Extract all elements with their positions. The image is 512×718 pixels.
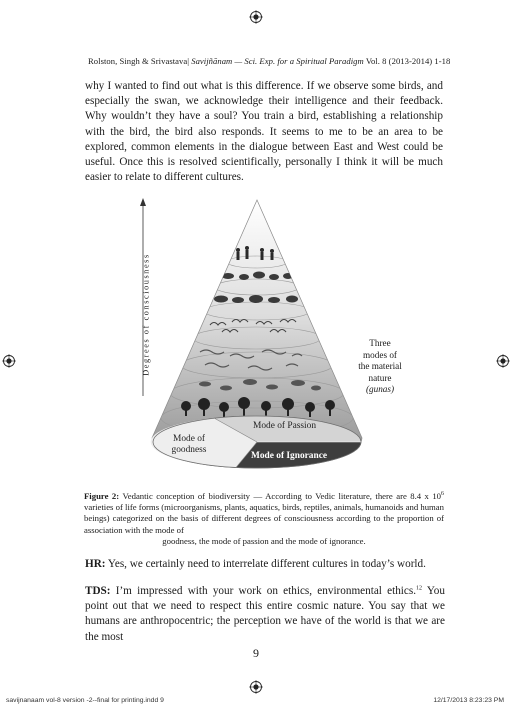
mode-goodness-line2: goodness [171,445,207,455]
header-volume: Vol. 8 (2013-2014) 1-18 [365,56,451,66]
mode-passion-label: Mode of Passion [253,421,317,431]
axis-label-consciousness: Degrees of consciousness [141,253,151,376]
gunas-label [340,338,420,396]
footnote-ref: 12 [416,585,423,592]
tds-text-b: You point out that we need to respect this entire cosmic nature. You say that we humans are anthropocentric; the perception we have of the world is that we are the most [85,585,445,643]
header-authors: Rolston, Singh & Srivastava [88,56,188,66]
mode-ignorance-label: Mode of Ignorance [251,451,328,461]
figure-caption [84,491,444,547]
page-number: 9 [253,646,259,660]
gunas-label-italic: (gunas) [365,384,395,394]
caption-text-b: varieties of life forms (microorganisms, plants, aquatics, birds, reptiles, animals, humanoids and human beings) categorized on the basis of different degrees of consciousness according to the proportion of association with the mode of [84,502,444,535]
print-slug-timestamp: 12/17/2013 8:23:23 PM [433,697,504,704]
speaker-tds: TDS: [85,585,111,597]
header-journal: Savijñānam — Sci. Exp. for a Spiritual Paradigm [191,56,364,66]
caption-last-line: goodness, the mode of passion and the mode of ignorance. [162,535,366,546]
body-paragraph: why I wanted to find out what is this difference. If we observe some birds, and especially the swan, we acknowledge their intelligence and their feedback. Why wouldn’t they have a soul? You train a bird, establishing a relationship with the bird, the bird also responds. It seems to me to be an area to be explored, common elements in the dialogue between East and West could be useful. Once this is resolved scientifically, personally I think it will be much easier to relate to different cultures. [85,80,443,184]
gunas-label-line2: modes of [363,349,397,360]
print-slug-filename: savijnanaam vol-8 version -2--final for printing.indd 9 [6,697,164,704]
caption-text-a: Vedantic conception of biodiversity — According to Vedic literature, there are 8.4 x 10 [122,491,442,501]
caption-exponent: 6 [441,491,445,498]
mode-goodness-line1: Mode of [172,434,206,444]
gunas-label-line3: the material [358,361,402,371]
caption-label: Figure 2: [84,491,120,501]
gunas-label-line1: Three [369,338,391,348]
header-separator: | [187,56,190,66]
dialogue-hr [85,557,445,572]
tds-text-a: I’m impressed with your work on ethics, environmental ethics. [115,585,417,597]
hr-text: Yes, we certainly need to interrelate different cultures in today’s world. [107,558,426,570]
gunas-label-line4: nature [368,372,392,383]
dialogue-tds [85,584,445,645]
speaker-hr: HR: [85,558,106,570]
axis-arrowhead-icon [140,198,146,206]
mode-goodness-label [164,434,214,456]
